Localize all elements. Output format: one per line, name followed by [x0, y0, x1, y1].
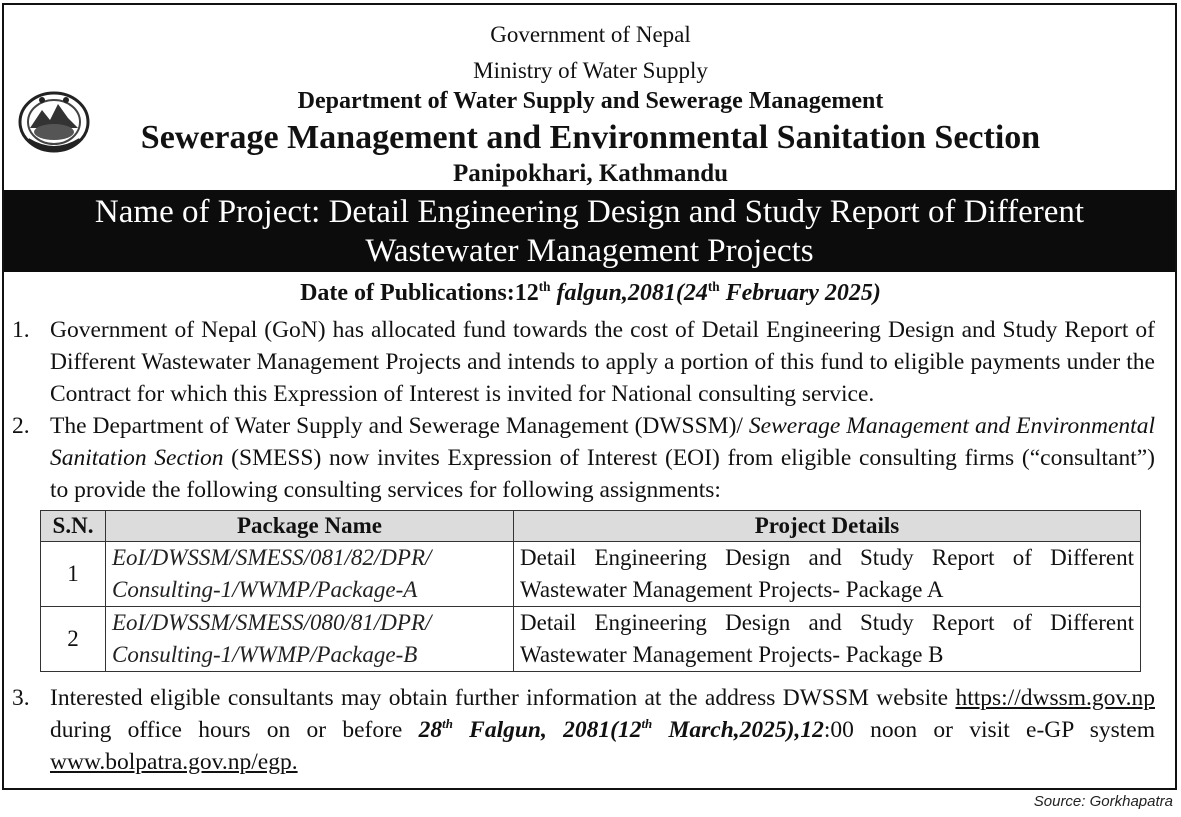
source-credit: Source: Gorkhapatra: [1033, 793, 1173, 810]
cell-package: EoI/DWSSM/SMESS/081/82/DPR/ Consulting-1/WWMP/Package-A: [106, 542, 514, 607]
cell-details: Detail Engineering Design and Study Report of Different Wastewater Management Projects- Package B: [514, 607, 1141, 672]
section-title: Sewerage Management and Environmental Sanitation Section: [140, 119, 1041, 156]
project-name-line2: Wastewater Management Projects: [365, 233, 814, 269]
column-header-details: Project Details: [514, 511, 1141, 542]
deadline: 28th Falgun, 2081(12th March,2025),12: [418, 716, 824, 743]
paragraph-number: 2.: [12, 413, 30, 439]
column-header-sn: S.N.: [41, 511, 106, 542]
egp-link[interactable]: www.bolpatra.gov.np/egp.: [50, 749, 298, 775]
dwssm-website-link[interactable]: https://dwssm.gov.np: [955, 685, 1155, 711]
paragraph-2: 2. The Department of Water Supply and Sewerage Management (DWSSM)/ Sewerage Management and Environmental Sanitation Section (SMESS) now invites Expression of Interest (EOI) from eligible consulting firms (“consultant”) to provide the following consulting services for following assignments:: [50, 410, 1155, 506]
package-table: [40, 510, 1141, 672]
paragraph-number: 1.: [12, 317, 30, 343]
cell-sn: 2: [41, 607, 106, 672]
cell-details: Detail Engineering Design and Study Report of Different Wastewater Management Projects- Package A: [514, 542, 1141, 607]
project-name-banner: [4, 190, 1175, 272]
government-title: Government of Nepal: [490, 22, 691, 47]
project-name-line1: Name of Project: Detail Engineering Design and Study Report of Different: [94, 194, 1085, 230]
paragraph-1: [12, 314, 1155, 410]
cell-package: EoI/DWSSM/SMESS/080/81/DPR/ Consulting-1/WWMP/Package-B: [106, 607, 514, 672]
department-title: Department of Water Supply and Sewerage Management: [297, 88, 884, 114]
table-row: [41, 607, 1141, 672]
paragraph-number: 3.: [12, 685, 30, 711]
publication-date: Date of Publications:12th falgun,2081(24th February 2025): [300, 279, 881, 306]
ministry-title: Ministry of Water Supply: [473, 58, 708, 83]
location-title: Panipokhari, Kathmandu: [452, 160, 729, 187]
cell-sn: 1: [41, 542, 106, 607]
paragraph-text: Government of Nepal (GoN) has allocated fund towards the cost of Detail Engineering Design and Study Report of Different Wastewater Management Projects and intends to apply a portion of this fund to eligible payments under the Contract for which this Expression of Interest is invited for National consulting service.: [50, 317, 1155, 407]
table-row: [41, 542, 1141, 607]
column-header-package: Package Name: [106, 511, 514, 542]
paragraph-3: 3. Interested eligible consultants may obtain further information at the address DWSSM website https://dwssm.gov.np during office hours on or before 28th Falgun, 2081(12th March,2025),12:00 noon or visit e-GP system www.bolpatra.gov.np/egp.: [50, 682, 1155, 778]
